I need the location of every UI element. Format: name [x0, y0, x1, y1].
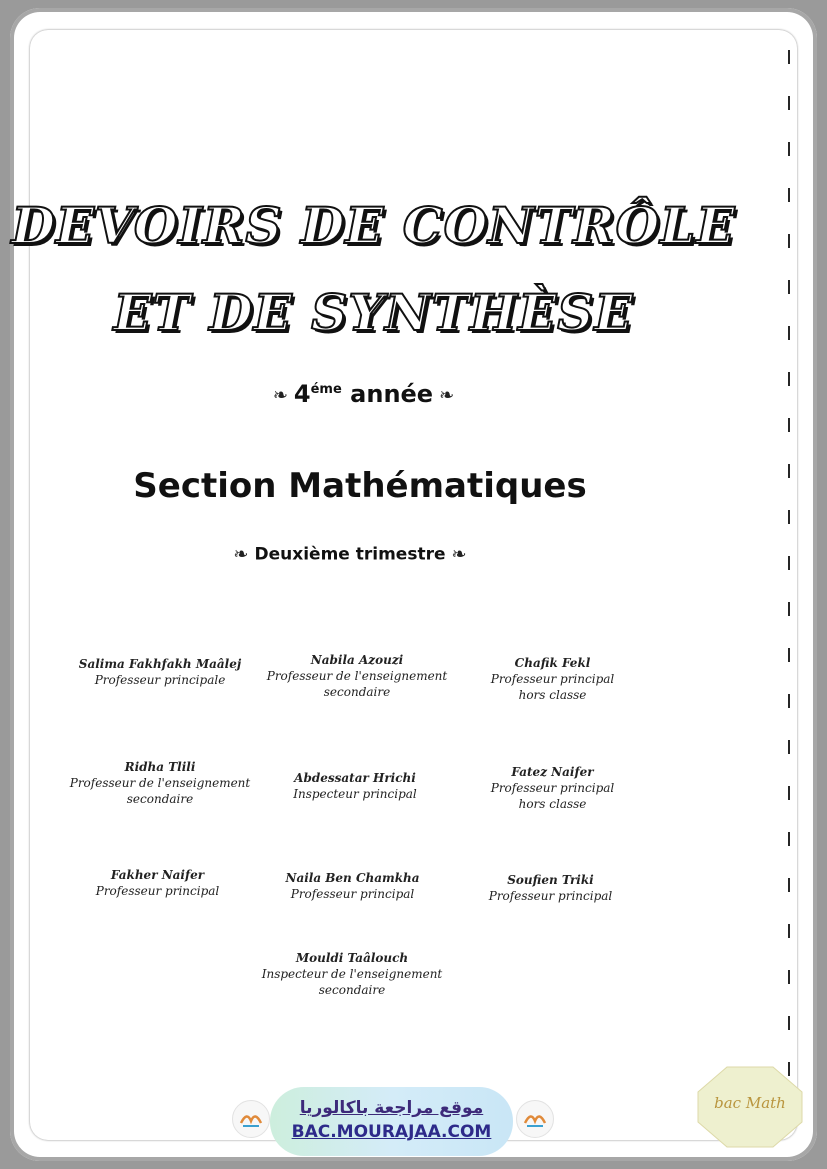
author-entry — [470, 764, 635, 812]
author-role-2: hors classe — [518, 797, 587, 811]
banner-arabic-text: موقع مراجعة باكالوريا — [299, 1098, 484, 1118]
ornament-right-icon: ❧ — [451, 544, 467, 565]
ornament-right-icon: ❧ — [439, 384, 455, 406]
section-title: Section Mathématiques — [133, 466, 587, 506]
author-name: Fakher Naifer — [110, 868, 205, 882]
grade-word: année — [350, 380, 434, 408]
bac-math-badge — [697, 1066, 803, 1148]
site-banner-link[interactable] — [270, 1087, 513, 1156]
trimester-label: Deuxième trimestre — [254, 544, 446, 565]
author-name: Salima Fakhfakh Maâlej — [78, 657, 242, 671]
author-name: Ridha Tlili — [124, 760, 196, 774]
author-entry — [468, 872, 633, 904]
author-name: Soufien Triki — [507, 873, 594, 887]
badge-text: bac Math — [714, 1094, 786, 1112]
author-role: Professeur principal — [490, 672, 615, 686]
author-entry — [65, 759, 255, 807]
author-name: Chafik Fekl — [514, 656, 591, 670]
author-entry — [257, 950, 447, 998]
author-role: Professeur principal — [95, 884, 220, 898]
title-line-1: DEVOIRS DE CONTRÔLE — [11, 196, 736, 255]
author-name: Mouldi Taâlouch — [295, 951, 409, 965]
author-entry — [270, 770, 440, 802]
margin-dash-line — [788, 50, 790, 1130]
ornament-left-icon: ❧ — [233, 544, 249, 565]
ornament-left-icon: ❧ — [272, 384, 288, 406]
grade-number: 4 — [293, 380, 311, 408]
author-role: Inspecteur de l'enseignement — [261, 967, 443, 981]
author-name: Abdessatar Hrichi — [294, 771, 416, 785]
trimester-heading — [0, 544, 700, 565]
author-role: Professeur de l'enseignement — [266, 669, 448, 683]
grade-suffix: éme — [310, 382, 342, 397]
author-entry — [70, 656, 250, 688]
author-name: Naila Ben Chamkha — [285, 871, 420, 885]
author-role-2: secondaire — [318, 983, 386, 997]
author-role: Professeur principal — [488, 889, 613, 903]
author-entry — [470, 655, 635, 703]
author-role: Professeur principale — [94, 673, 226, 687]
banner-url: BAC.MOURAJAA.COM — [291, 1122, 492, 1142]
author-role-2: secondaire — [126, 792, 194, 806]
author-role-2: hors classe — [518, 688, 587, 702]
author-entry — [75, 867, 240, 899]
author-entry — [262, 652, 452, 700]
author-name: Fatez Naifer — [511, 765, 594, 779]
author-role: Professeur principal — [490, 781, 615, 795]
author-role: Professeur de l'enseignement — [69, 776, 251, 790]
site-logo-right-icon — [516, 1100, 554, 1138]
title-line-2: ET DE SYNTHÈSE — [113, 283, 634, 342]
author-role-2: secondaire — [323, 685, 391, 699]
grade-heading — [0, 380, 727, 408]
author-name: Nabila Azouzi — [310, 653, 404, 667]
site-logo-left-icon — [232, 1100, 270, 1138]
author-role: Professeur principal — [290, 887, 415, 901]
author-entry — [270, 870, 435, 902]
author-role: Inspecteur principal — [293, 787, 417, 801]
